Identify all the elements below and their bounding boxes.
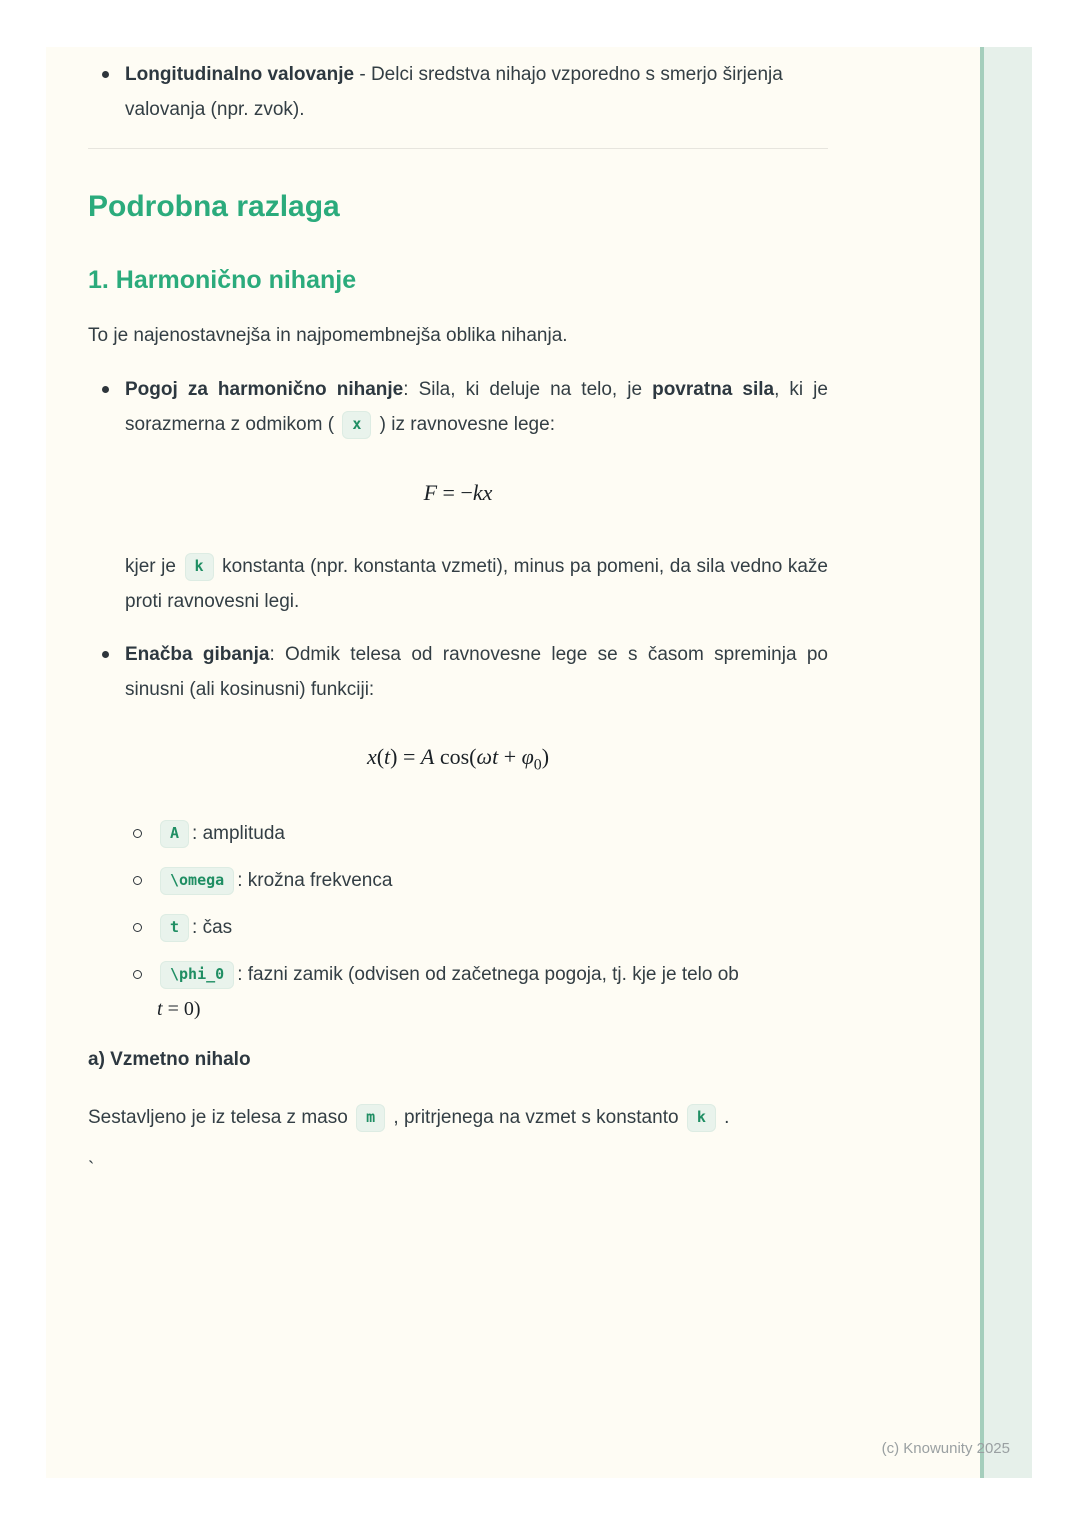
condition-text-3: ) iz ravnovesne lege: (374, 414, 555, 435)
intro-bullet-list (88, 57, 828, 127)
motion-equation-text: : Odmik telesa od ravnovesne lege se s časom spreminja po sinusni (ali kosinusni) funkciji: (125, 644, 828, 700)
phase-condition-math: t = 0) (157, 998, 201, 1021)
symbol-label: : fazni zamik (odvisen od začetnega pogoja, tj. kje je telo ob (237, 964, 739, 986)
spring-pendulum-paragraph (88, 1100, 828, 1135)
symbol-label: : krožna frekvenca (237, 870, 393, 892)
section-divider (88, 148, 828, 149)
condition-term: Pogoj za harmonično nihanje (125, 379, 404, 400)
note-sheet (46, 47, 1032, 1478)
stray-backtick: ` (88, 1159, 95, 1181)
motion-equation-term: Enačba gibanja (125, 644, 270, 665)
inline-code-chip-k: k (185, 553, 214, 581)
force-formula: F = −kx (423, 480, 493, 505)
restoring-force-term: povratna sila (652, 379, 775, 400)
inline-code-chip-omega: \omega (160, 867, 234, 895)
term-longitudinal-wave: Longitudinalno valovanje (125, 64, 355, 85)
main-heading: Podrobna razlaga (88, 190, 340, 223)
list-item (88, 372, 828, 442)
spring-pendulum-heading: a) Vzmetno nihalo (88, 1049, 251, 1071)
symbol-item-phase (133, 957, 828, 1027)
k-constant-paragraph (88, 549, 828, 619)
copyright-footer: (c) Knowunity 2025 (881, 1440, 1010, 1457)
symbol-label: : čas (192, 917, 233, 939)
motion-formula: x(t) = A $\cos(\omega t + \varphi_0)$ (366, 744, 550, 774)
inline-code-chip-A: A (160, 820, 189, 848)
k-paragraph-text-2: konstanta (npr. konstanta vzmeti), minus pa pomeni, da sila vedno kaže proti ravnovesni legi. (125, 556, 828, 612)
symbol-item-amplitude (133, 816, 828, 851)
list-item (88, 637, 828, 707)
list-item (88, 57, 828, 127)
symbol-item-omega (133, 863, 828, 898)
spring-text-2: , pritrjenega na vzmet s konstanto (388, 1107, 684, 1129)
motion-bullet-list (88, 637, 828, 707)
inline-code-chip-t: t (160, 914, 189, 942)
symbol-item-time (133, 910, 828, 945)
inline-code-chip-x: x (342, 411, 371, 439)
k-paragraph-text: kjer je (125, 556, 182, 577)
condition-bullet-list (88, 372, 828, 442)
spring-text-3: . (718, 1107, 730, 1129)
intro-paragraph: To je najenostavnejša in najpomembnejša oblika nihanja. (88, 325, 568, 346)
condition-text-2: , ki je sorazmerna z odmikom ( (125, 379, 828, 435)
term-definition: - Delci sredstva nihajo vzporedno s smerjo širjenja valovanja (npr. zvok). (125, 64, 783, 120)
spring-text: Sestavljeno je iz telesa z maso (88, 1107, 354, 1129)
symbol-list (133, 816, 828, 1027)
inline-code-chip-m: m (356, 1104, 385, 1132)
inline-code-chip-k2: k (687, 1104, 716, 1132)
condition-text: : Sila, ki deluje na telo, je (403, 379, 653, 400)
note-content (46, 47, 1032, 1478)
sub-heading: 1. Harmonično nihanje (88, 266, 357, 294)
inline-code-chip-phi0: \phi_0 (160, 961, 234, 989)
symbol-label: : amplituda (192, 823, 285, 845)
